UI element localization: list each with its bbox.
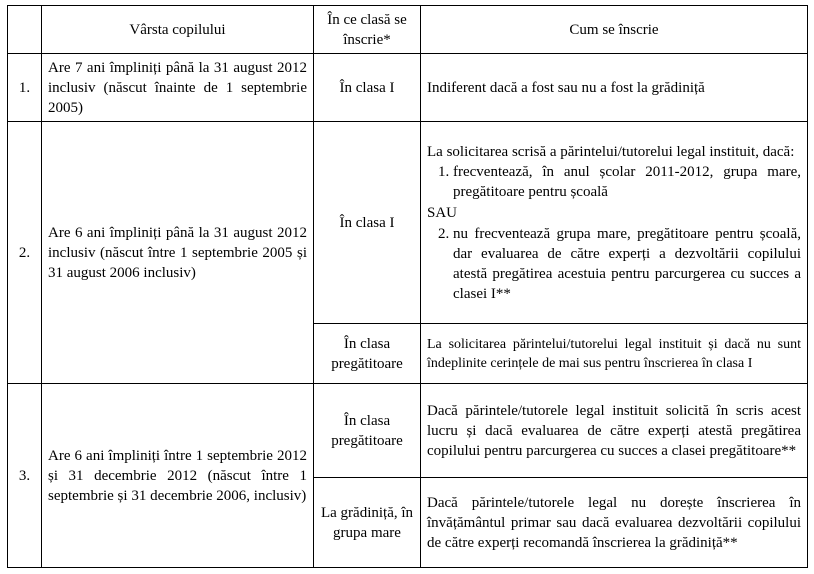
- table-row: [8, 54, 808, 122]
- how-intro: La solicitarea scrisă a părintelui/tutorelui legal instituit, dacă:: [427, 143, 795, 160]
- header-child-age: Vârsta copilului: [42, 6, 314, 54]
- condition-list: [427, 162, 801, 202]
- class-cell: În clasa I: [314, 122, 421, 324]
- or-separator: SAU: [427, 204, 458, 221]
- age-cell: Are 7 ani împliniți până la 31 august 2012 inclusiv (născut înainte de 1 septembrie 2005): [42, 54, 314, 122]
- how-cell: La solicitarea părintelui/tutorelui legal instituit și dacă nu sunt îndeplinite cerințele de mai sus pentru înscrierea în clasa I: [421, 324, 808, 384]
- class-cell: În clasa I: [314, 54, 421, 122]
- header-row: [8, 6, 808, 54]
- table-row: [8, 122, 808, 324]
- how-cell: Indiferent dacă a fost sau nu a fost la grădiniță: [421, 54, 808, 122]
- condition-list: [427, 224, 801, 304]
- header-class: În ce clasă se înscrie*: [314, 6, 421, 54]
- row-number: 2.: [8, 122, 42, 384]
- how-cell: [421, 122, 808, 324]
- condition-item: 1. frecventează, în anul școlar 2011-2012, grupa mare, pregătitoare pentru școală: [453, 162, 801, 202]
- condition-item: 2. nu frecventează grupa mare, pregătitoare pentru școală, dar evaluarea de către experți a dezvoltării copilului atestă pregătirea acestuia pentru parcurgerea cu succes a clasei I**: [453, 224, 801, 304]
- how-cell: Dacă părintele/tutorele legal instituit solicită în scris acest lucru și dacă evaluarea de către experți atestă pregătirea copilului pentru parcurgerea cu succes a clasei pregătitoare**: [421, 384, 808, 478]
- class-cell: În clasa pregătitoare: [314, 384, 421, 478]
- table-row: [8, 384, 808, 478]
- class-cell: În clasa pregătitoare: [314, 324, 421, 384]
- how-cell: Dacă părintele/tutorele legal nu dorește înscrierea în învățământul primar sau dacă evaluarea dezvoltării copilului de către experți recomandă înscrierea la grădiniță**: [421, 478, 808, 568]
- enrollment-table: [7, 5, 808, 568]
- row-number: 3.: [8, 384, 42, 568]
- header-number: [8, 6, 42, 54]
- age-cell: Are 6 ani împliniți până la 31 august 2012 inclusiv (născut între 1 septembrie 2005 și 31 august 2006 inclusiv): [42, 122, 314, 384]
- age-cell: Are 6 ani împliniți între 1 septembrie 2012 și 31 decembrie 2012 (născut între 1 septembrie și 31 decembrie 2006, inclusiv): [42, 384, 314, 568]
- class-cell: La grădiniță, în grupa mare: [314, 478, 421, 568]
- header-how-to-enroll: Cum se înscrie: [421, 6, 808, 54]
- row-number: 1.: [8, 54, 42, 122]
